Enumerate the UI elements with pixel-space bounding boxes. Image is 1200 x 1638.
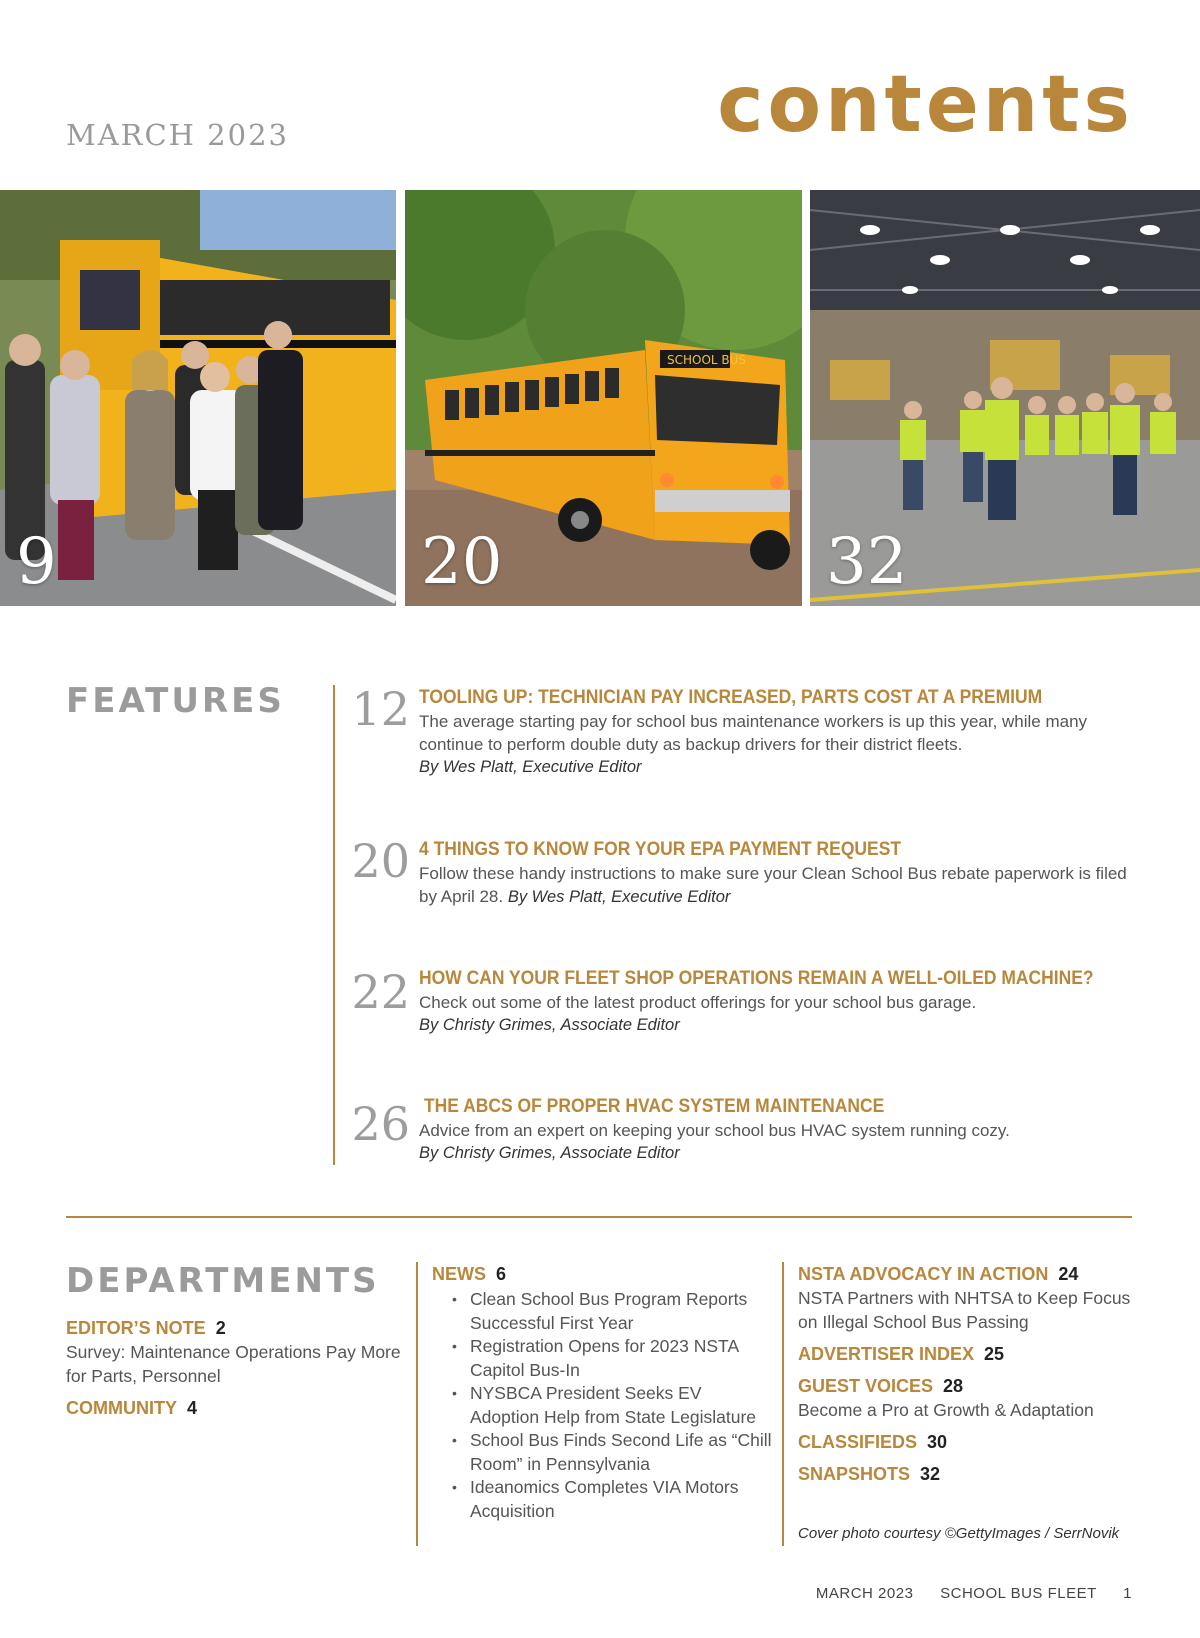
dept-page-number: 24 bbox=[1058, 1264, 1079, 1284]
dept-page-number: 32 bbox=[920, 1464, 941, 1484]
feature-byline: By Christy Grimes, Associate Editor bbox=[419, 1016, 680, 1034]
feature-description: Advice from an expert on keeping your school bus HVAC system running cozy. bbox=[419, 1121, 1010, 1140]
photo-page-number: 9 bbox=[16, 525, 57, 599]
feature-page-number: 26 bbox=[351, 1097, 410, 1151]
dept-page-number: 6 bbox=[496, 1264, 507, 1284]
issue-date: MARCH 2023 bbox=[66, 118, 289, 152]
departments-divider bbox=[782, 1262, 784, 1546]
dept-page-number: 28 bbox=[943, 1376, 964, 1396]
dept-editors-note[interactable] bbox=[66, 1316, 406, 1388]
dept-label[interactable]: NSTA ADVOCACY IN ACTION bbox=[798, 1264, 1049, 1284]
departments-column-right bbox=[798, 1262, 1148, 1494]
svg-text:SCHOOL BUS: SCHOOL BUS bbox=[667, 353, 747, 367]
dept-description: Become a Pro at Growth & Adaptation bbox=[798, 1400, 1094, 1420]
news-list bbox=[432, 1288, 772, 1523]
departments-column-middle bbox=[432, 1262, 772, 1523]
news-item[interactable]: • Ideanomics Completes VIA Motors Acquisition bbox=[432, 1476, 772, 1523]
dept-page-number: 30 bbox=[927, 1432, 948, 1452]
feature-byline: By Wes Platt, Executive Editor bbox=[507, 888, 731, 906]
page-title: contents bbox=[717, 60, 1134, 150]
footer-date: MARCH 2023 bbox=[815, 1585, 914, 1602]
feature-description: Follow these handy instructions to make sure your Clean School Bus rebate paperwork is filed by April 28. bbox=[419, 864, 1127, 906]
dept-label[interactable]: ADVERTISER INDEX bbox=[798, 1344, 975, 1364]
dept-classifieds[interactable] bbox=[798, 1430, 1148, 1454]
page-footer bbox=[816, 1585, 1132, 1602]
dept-nsta-advocacy[interactable] bbox=[798, 1262, 1148, 1334]
dept-page-number: 25 bbox=[984, 1344, 1005, 1364]
features-heading: FEATURES bbox=[66, 681, 285, 721]
feature-title[interactable]: THE ABCS OF PROPER HVAC SYSTEM MAINTENANCE bbox=[424, 1096, 885, 1117]
feature-title[interactable]: 4 THINGS TO KNOW FOR YOUR EPA PAYMENT REQUEST bbox=[419, 839, 902, 860]
news-item[interactable]: • School Bus Finds Second Life as “Chill Room” in Pennsylvania bbox=[432, 1429, 772, 1476]
photo-factory-group[interactable] bbox=[810, 190, 1200, 606]
departments-heading: DEPARTMENTS bbox=[66, 1261, 380, 1301]
news-item[interactable]: • NYSBCA President Seeks EV Adoption Help from State Legislature bbox=[432, 1382, 772, 1429]
dept-guest-voices[interactable] bbox=[798, 1374, 1148, 1422]
photo-group-with-bus[interactable] bbox=[0, 190, 396, 606]
footer-page-number: 1 bbox=[1123, 1585, 1132, 1602]
feature-page-number: 12 bbox=[351, 682, 410, 736]
dept-advertiser-index[interactable] bbox=[798, 1342, 1148, 1366]
departments-divider bbox=[416, 1262, 418, 1546]
departments-column-left bbox=[66, 1316, 406, 1428]
dept-description: Survey: Maintenance Operations Pay More for Parts, Personnel bbox=[66, 1342, 401, 1386]
feature-title[interactable]: TOOLING UP: TECHNICIAN PAY INCREASED, PARTS COST AT A PREMIUM bbox=[419, 687, 1043, 708]
dept-page-number: 2 bbox=[215, 1318, 226, 1338]
dept-page-number: 4 bbox=[187, 1398, 198, 1418]
photo-page-number: 32 bbox=[826, 525, 908, 599]
dept-label[interactable]: COMMUNITY bbox=[66, 1398, 177, 1418]
dept-label[interactable]: NEWS bbox=[432, 1264, 486, 1284]
feature-byline: By Wes Platt, Executive Editor bbox=[419, 758, 642, 776]
dept-snapshots[interactable] bbox=[798, 1462, 1148, 1486]
feature-description: The average starting pay for school bus maintenance workers is up this year, while many continue to perform double duty as backup drivers for their district fleets. bbox=[419, 712, 1088, 754]
news-item[interactable]: • Clean School Bus Program Reports Successful First Year bbox=[432, 1288, 772, 1335]
features-divider bbox=[333, 685, 335, 1165]
dept-label[interactable]: SNAPSHOTS bbox=[798, 1464, 911, 1484]
photo-school-bus[interactable] bbox=[405, 190, 802, 606]
dept-label[interactable]: GUEST VOICES bbox=[798, 1376, 934, 1396]
dept-label[interactable]: CLASSIFIEDS bbox=[798, 1432, 918, 1452]
news-item[interactable]: • Registration Opens for 2023 NSTA Capitol Bus-In bbox=[432, 1335, 772, 1382]
photo-group-with-bus-image bbox=[0, 190, 396, 606]
dept-label[interactable]: EDITOR’S NOTE bbox=[66, 1318, 206, 1338]
feature-title[interactable]: HOW CAN YOUR FLEET SHOP OPERATIONS REMAIN A WELL-OILED MACHINE? bbox=[419, 968, 1094, 989]
footer-publication: SCHOOL BUS FLEET bbox=[940, 1585, 1097, 1602]
dept-description: NSTA Partners with NHTSA to Keep Focus on Illegal School Bus Passing bbox=[798, 1288, 1131, 1332]
dept-news[interactable] bbox=[432, 1262, 772, 1286]
dept-community[interactable] bbox=[66, 1396, 406, 1420]
feature-page-number: 22 bbox=[351, 965, 410, 1019]
cover-photo-credit: Cover photo courtesy ©GettyImages / SerrNovik bbox=[798, 1525, 1120, 1542]
feature-byline: By Christy Grimes, Associate Editor bbox=[419, 1144, 680, 1162]
photo-page-number: 20 bbox=[421, 525, 503, 599]
feature-description: Check out some of the latest product offerings for your school bus garage. bbox=[419, 993, 977, 1012]
feature-page-number: 20 bbox=[351, 834, 410, 888]
section-divider bbox=[66, 1216, 1132, 1218]
